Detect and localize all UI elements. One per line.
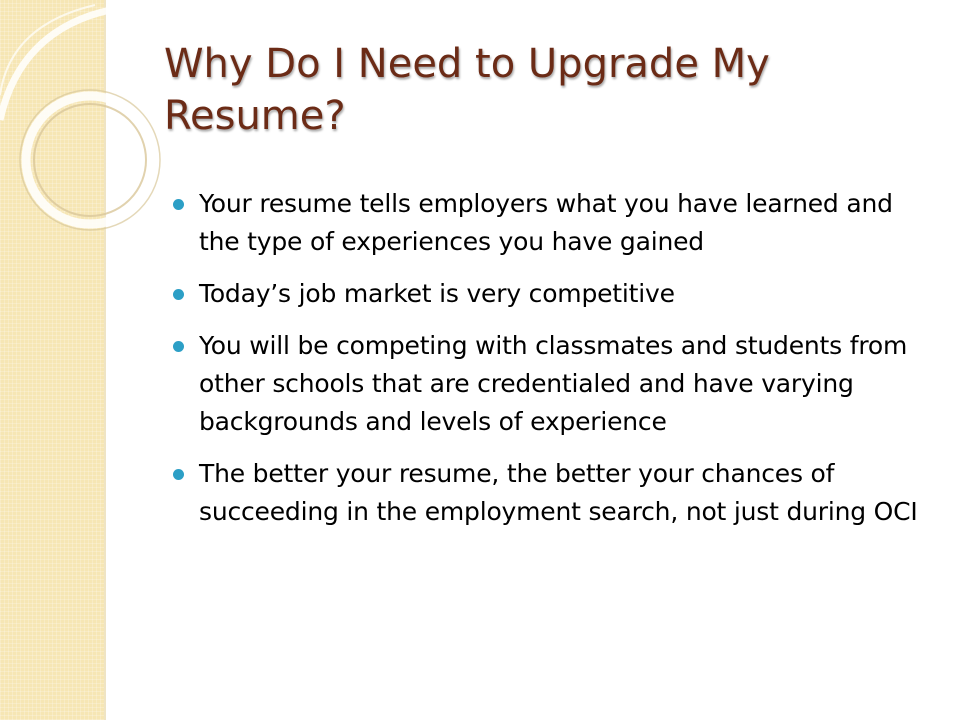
bullet-text: The better your resume, the better your chances of succeeding in the employment search, not just during OCI (199, 459, 918, 526)
bullet-text: You will be competing with classmates and students from other schools that are credentialed and have varying backgrounds and levels of experience (199, 331, 908, 436)
slide-title: Why Do I Need to Upgrade My Resume? (164, 41, 770, 139)
bullet-dot-icon (173, 341, 184, 352)
ring-circle (26, 96, 154, 224)
bullet-dot-icon (173, 469, 184, 480)
bullet-item (166, 185, 936, 261)
bullet-dot-icon (173, 289, 184, 300)
bullet-item (166, 327, 936, 441)
decorative-rings (0, 0, 140, 240)
bullet-item (166, 455, 936, 531)
bullet-item (166, 275, 936, 313)
bullet-dot-icon (173, 199, 184, 210)
ring-circle-outer-shadow (20, 90, 160, 230)
bullet-text: Today’s job market is very competitive (199, 279, 675, 308)
ring-circle-shadow (34, 104, 146, 216)
bullet-text: Your resume tells employers what you have learned and the type of experiences you have gained (199, 189, 893, 256)
bullet-list (166, 185, 936, 545)
